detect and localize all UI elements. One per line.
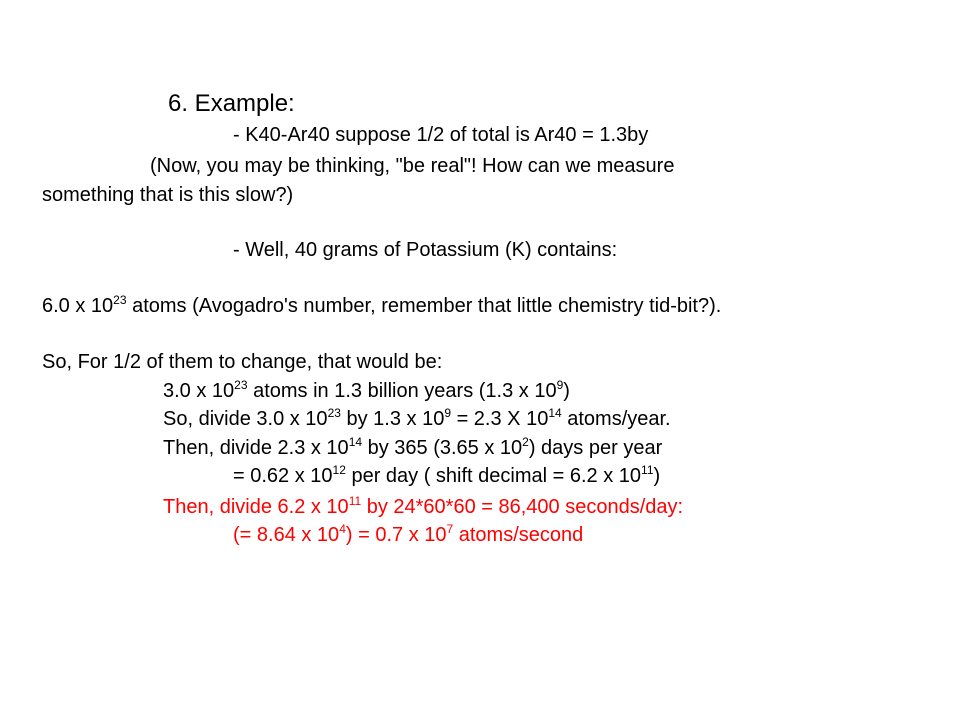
- exponent: 23: [327, 406, 341, 420]
- line-seconds-per-day: Then, divide 6.2 x $10^{11}$ by 24*60*60 = 86,400 seconds/day:: [163, 494, 684, 518]
- line-atoms-per-second: (= 8.64 x $10^4) = 0.7$ x $10^7$ atoms/second: [233, 522, 584, 546]
- line-potassium: - Well, 40 grams of Potassium (K) contains:: [233, 239, 618, 261]
- exponent: 4: [339, 522, 346, 536]
- exponent: 11: [348, 494, 362, 508]
- exponent: 23: [234, 378, 248, 392]
- exponent: 2: [522, 435, 529, 449]
- line-half-change: So, For 1/2 of them to change, that would be:: [42, 351, 443, 373]
- line-atoms-per-year: So, divide 3.0 x $10^{23}$ by 1.3 x $10^9 = 2.3$ X $10^{14}$ atoms/year.: [163, 406, 671, 430]
- exponent: 23: [113, 293, 127, 307]
- exponent: 7: [446, 522, 454, 536]
- exponent: 14: [348, 435, 363, 449]
- line-avogadro: 6.0 x $10^{23}$ atoms (Avogadro's number, remember that little chemistry tid-bit?).: [42, 293, 722, 317]
- exponent: 9: [556, 378, 564, 392]
- line-be-real: (Now, you may be thinking, "be real"! How can we measure: [150, 155, 675, 177]
- exponent: 11: [641, 463, 654, 477]
- line-this-slow: something that is this slow?): [42, 184, 294, 206]
- exponent: 9: [444, 406, 452, 420]
- line-per-day: = 0.62 x $10^{12}$ per day ( shift decimal = 6.2 x $10^{11}$): [233, 463, 661, 487]
- slide-title: 6. Example:: [168, 90, 295, 117]
- exponent: 14: [548, 406, 562, 420]
- line-atoms-billion-years: 3.0 x $10^{23}$ atoms in 1.3 billion years (1.3 x $10^9$): [163, 378, 570, 402]
- line-days-per-year: Then, divide 2.3 x $10^{14}$ by 365 (3.65 x $10^2$) days per year: [163, 435, 663, 459]
- exponent: 12: [332, 463, 346, 477]
- line-k40-ar40: - K40-Ar40 suppose 1/2 of total is Ar40 = 1.3by: [233, 124, 649, 146]
